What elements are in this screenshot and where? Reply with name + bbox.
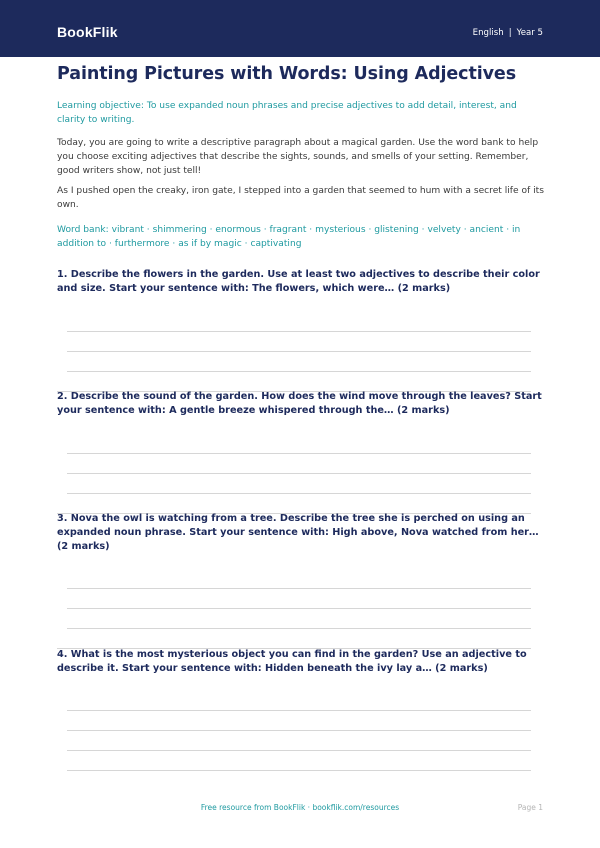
answer-line[interactable] [67, 750, 531, 751]
answer-line[interactable] [67, 473, 531, 474]
question-2: 2. Describe the sound of the garden. How does the wind move through the leaves? Start your sentence with: A gentle breeze whispered through the… (2 marks) [57, 391, 542, 416]
answer-line[interactable] [67, 331, 531, 332]
question-4: 4. What is the most mysterious object you can find in the garden? Use an adjective to describe it. Start your sentence with: Hidden beneath the ivy lay a… (2 marks) [57, 649, 527, 674]
intro-paragraph: Today, you are going to write a descriptive paragraph about a magical garden. Use the word bank to help you choose exciting adjectives that describe the sights, sounds, and smells of your setting. Remember, good writers show, not just tell! [57, 138, 539, 176]
answer-line[interactable] [67, 628, 531, 629]
top-banner [0, 0, 600, 57]
answer-line[interactable] [67, 351, 531, 352]
answer-line[interactable] [67, 493, 531, 494]
answer-line[interactable] [67, 453, 531, 454]
answer-line[interactable] [67, 710, 531, 711]
page-number: Page 1 [517, 803, 543, 812]
year-label: Year 5 [516, 28, 543, 38]
worksheet-title: Painting Pictures with Words: Using Adjectives [57, 64, 517, 84]
learning-objective: Learning objective: To use expanded noun phrases and precise adjectives to add detail, interest, and clarity to writing. [57, 101, 517, 125]
footer-credit: Free resource from BookFlik · bookflik.com/resources [200, 803, 400, 812]
answer-line[interactable] [67, 730, 531, 731]
subject-label: English [472, 28, 504, 38]
subject-meta [473, 28, 543, 38]
answer-line[interactable] [67, 770, 531, 771]
word-bank: Word bank: vibrant · shimmering · enormous · fragrant · mysterious · glistening · velvety · ancient · in addition to · furthermore · as if by magic · captivating [57, 225, 521, 249]
answer-line[interactable] [67, 588, 531, 589]
meta-separator: | [508, 28, 512, 38]
answer-line[interactable] [67, 371, 531, 372]
question-3: 3. Nova the owl is watching from a tree. Describe the tree she is perched on using an expanded noun phrase. Start your sentence with: High above, Nova watched from her… (2 marks) [57, 513, 539, 552]
story-opener: As I pushed open the creaky, iron gate, I stepped into a garden that seemed to hum with a secret life of its own. [57, 186, 544, 210]
answer-line[interactable] [67, 608, 531, 609]
question-1: 1. Describe the flowers in the garden. Use at least two adjectives to describe their color and size. Start your sentence with: The flowers, which were… (2 marks) [57, 269, 540, 294]
brand-logo: BookFlik [57, 24, 118, 40]
